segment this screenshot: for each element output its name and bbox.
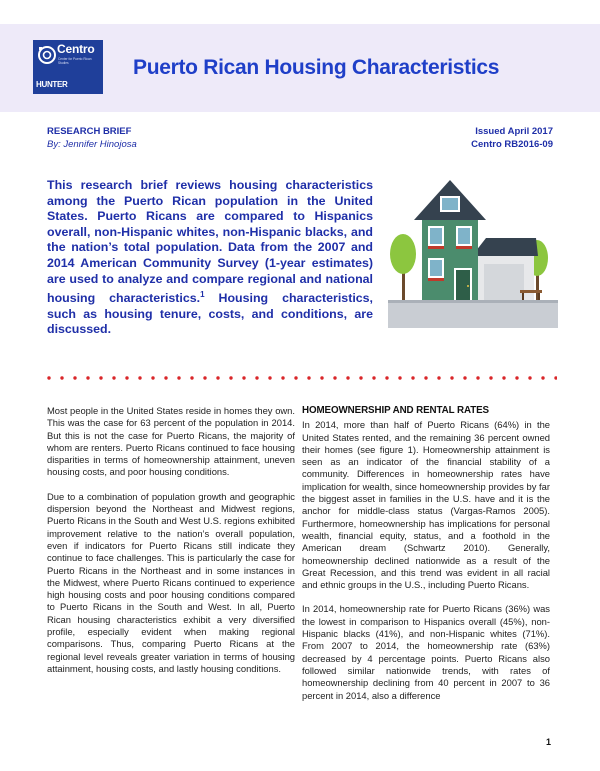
- divider-dot: [47, 376, 50, 379]
- divider-dot: [398, 376, 401, 379]
- divider-dot: [476, 376, 479, 379]
- divider-dot: [242, 376, 245, 379]
- divider-dot: [86, 376, 89, 379]
- right-column: [302, 405, 550, 714]
- divider-dot: [73, 376, 76, 379]
- divider-dot: [294, 376, 297, 379]
- divider-dot: [515, 376, 518, 379]
- divider-dot: [164, 376, 167, 379]
- house-illustration-icon: [388, 176, 558, 328]
- divider-dot: [151, 376, 154, 379]
- divider-dot: [216, 376, 219, 379]
- divider-dot: [541, 376, 544, 379]
- divider-dot: [320, 376, 323, 379]
- intro-text: This research brief reviews housing characteristics among the Puerto Rican population in the United States. Puerto Ricans are compared to Hispanics overall, non-Hispanic whites, non-Hispanic blacks, and the nation’s total population. Data from the 2007 and 2014 American Community Survey (1-year estimates) are used to analyze and compare regional and national housing characteristics.: [47, 178, 373, 306]
- divider-dot: [112, 376, 115, 379]
- logo-hunter-text: HUNTER: [36, 80, 68, 89]
- divider-dot: [372, 376, 375, 379]
- divider-dot: [411, 376, 414, 379]
- intro-text-after: Housing characteristics, such as housing tenure, costs, and conditions, are discussed.: [47, 291, 373, 337]
- divider-dot: [463, 376, 466, 379]
- logo-centro-text: Centro: [57, 42, 95, 56]
- research-brief-label: RESEARCH BRIEF: [47, 126, 132, 137]
- centro-hunter-logo: [33, 40, 103, 94]
- author-line: By: Jennifer Hinojosa: [47, 139, 137, 150]
- page-number: 1: [545, 737, 551, 747]
- divider-dot: [359, 376, 362, 379]
- divider-dot: [177, 376, 180, 379]
- divider-dot: [99, 376, 102, 379]
- divider-dot: [333, 376, 336, 379]
- logo-subtitle: Center for Puerto Rican Studies: [58, 57, 92, 65]
- report-number: Centro RB2016-09: [471, 139, 553, 150]
- page-title: Puerto Rican Housing Characteristics: [133, 56, 500, 79]
- divider-dot: [281, 376, 284, 379]
- divider-dot: [502, 376, 505, 379]
- divider-dot: [528, 376, 531, 379]
- divider-dot: [60, 376, 63, 379]
- divider-dot: [437, 376, 440, 379]
- divider-dot: [190, 376, 193, 379]
- right-paragraph-1: In 2014, more than half of Puerto Ricans (64%) in the United States rented, and the remaining 36 percent owned their homes (see figure 1). Homeownership attainment is seen as an indicator of the financial stability of a community. Differences in homeownership rates have implication for wealth, since homeownership provides by far the biggest asset in families in the U.S. have and it is the anchor for middle-class status (Vargas-Ramos 2005). Furthermore, homeownership has implications for personal wealth, financial equity, status, and a foothold in the American dream (Schwartz 2010). Generally, homeownership declined nationwide as a result of the Great Recession, and this trend was evident in all racial and ethnic groups in the U.S., including Puerto Ricans.: [302, 419, 550, 591]
- divider-dot: [489, 376, 492, 379]
- divider-dot: [450, 376, 453, 379]
- centro-logo-mark-icon: [37, 44, 57, 66]
- divider-dot: [554, 376, 557, 379]
- left-paragraph-2: Due to a combination of population growth and geographic dispersion beyond the Northeast and Midwest regions, Puerto Ricans in the South and West U.S. regions exhibited improvement relative to the nation’s overall population, even if indicators for Puerto Ricans still indicate they continue to face challenges. This is particularly the case for Puerto Ricans in the Northeast and in some instances in the Midwest, where Puerto Ricans continued to experience high housing costs and poor housing conditions compared to Puerto Ricans in the South and West. In all, Puerto Rican housing characteristics exhibit a very diversified profile, especially evident when making regional comparisons. Thus, comparing Puerto Ricans at the regional level reveals greater variation in terms of housing attainment, housing costs, and lastly housing conditions.: [47, 490, 295, 674]
- footnote-mark: 1: [200, 290, 205, 300]
- section-heading-homeownership: HOMEOWNERSHIP AND RENTAL RATES: [302, 405, 489, 416]
- divider-dot: [255, 376, 258, 379]
- divider-dot: [385, 376, 388, 379]
- intro-paragraph: [47, 178, 373, 338]
- left-column: [47, 405, 295, 687]
- red-dot-divider: [47, 373, 557, 383]
- right-paragraph-2: In 2014, homeownership rate for Puerto Ricans (36%) was the lowest in comparison to Hispanics overall (45%), non-Hispanic blacks (41%), and non-Hispanic whites (71%). From 2007 to 2014, the homeownership rate (63%) decreased by 4 percentage points. Puerto Ricans also followed similar nationwide trends, with rates of homeownership declining from 40 percent in 2007 to 36 percent in 2014, also a difference: [302, 603, 550, 701]
- issued-date: Issued April 2017: [475, 126, 553, 137]
- divider-dot: [138, 376, 141, 379]
- divider-dot: [424, 376, 427, 379]
- divider-dot: [203, 376, 206, 379]
- left-paragraph-1: Most people in the United States reside in homes they own. This was the case for 63 percent of the population in 2014. But this is not the case for Puerto Ricans, the majority of whom are renters. Puerto Ricans continued to face housing disparities in terms of homeownership attainment, uneven housing costs, and poor housing conditions.: [47, 405, 295, 478]
- divider-dot: [307, 376, 310, 379]
- divider-dot: [268, 376, 271, 379]
- divider-dot: [346, 376, 349, 379]
- divider-dot: [125, 376, 128, 379]
- divider-dot: [229, 376, 232, 379]
